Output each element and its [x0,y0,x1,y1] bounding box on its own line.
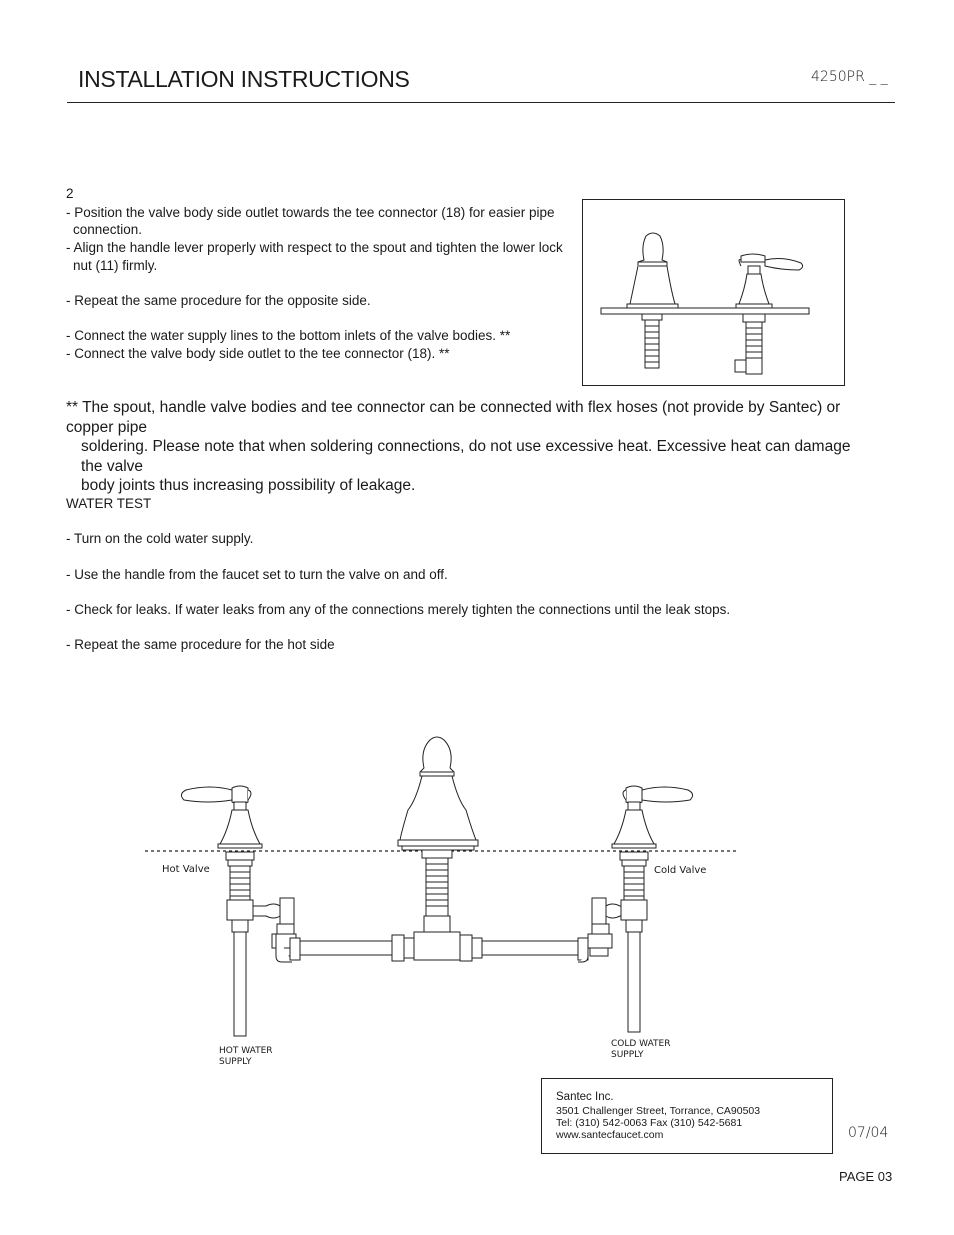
water-test-item: - Use the handle from the faucet set to turn the valve on and off. [66,567,448,582]
cold-supply-label [611,1039,670,1061]
step-line: - Connect the valve body side outlet to the tee connector (18). ** [66,346,450,361]
company-address: 3501 Challenger Street, Torrance, CA90503 [556,1105,761,1117]
model-number: 4250PR _ _ [811,69,888,85]
step-line: - Align the handle lever properly with respect to the spout and tighten the lower lock [66,240,563,255]
soldering-note [66,398,866,496]
company-phone: Tel: (310) 542-0063 Fax (310) 542-5681 [556,1117,743,1129]
hot-supply-line: HOT WATER [219,1046,273,1056]
water-test-heading: WATER TEST [66,496,152,511]
cold-supply-line: SUPPLY [611,1050,644,1060]
page-title: INSTALLATION INSTRUCTIONS [78,66,410,92]
step-line: - Connect the water supply lines to the bottom inlets of the valve bodies. ** [66,328,511,343]
faucet-figure-box [582,199,845,386]
step-line: nut (11) firmly. [73,258,158,273]
company-name: Santec Inc. [556,1091,614,1103]
cold-valve-label: Cold Valve [654,865,707,876]
header-divider [67,102,895,103]
water-test-item: - Repeat the same procedure for the hot side [66,637,335,652]
water-test-item: - Check for leaks. If water leaks from any of the connections merely tighten the connections until the leak stops. [66,602,731,617]
step-line: - Position the valve body side outlet towards the tee connector (18) for easier pipe [66,205,555,220]
faucet-side-figure [583,200,844,385]
hot-supply-label [219,1046,273,1068]
cold-supply-line: COLD WATER [611,1039,671,1049]
hot-valve-label: Hot Valve [162,864,210,875]
hot-supply-line: SUPPLY [219,1057,252,1067]
note-line: soldering. Please note that when soldering connections, do not use excessive heat. Excessive heat can damage the valve [81,438,851,475]
note-line: ** The spout, handle valve bodies and tee connector can be connected with flex hoses (not provide by Santec) or copper pipe [66,399,841,436]
step-number: 2 [66,186,74,201]
step-line: - Repeat the same procedure for the opposite side. [66,293,371,308]
water-test-item: - Turn on the cold water supply. [66,531,254,546]
company-website: www.santecfaucet.com [556,1129,664,1141]
page-number: PAGE 03 [839,1169,893,1184]
company-info-box [541,1078,833,1154]
note-line: body joints thus increasing possibility of leakage. [81,477,416,494]
plumbing-diagram [140,730,750,1050]
step-line: connection. [73,222,143,237]
revision-date: 07/04 [848,1125,889,1141]
